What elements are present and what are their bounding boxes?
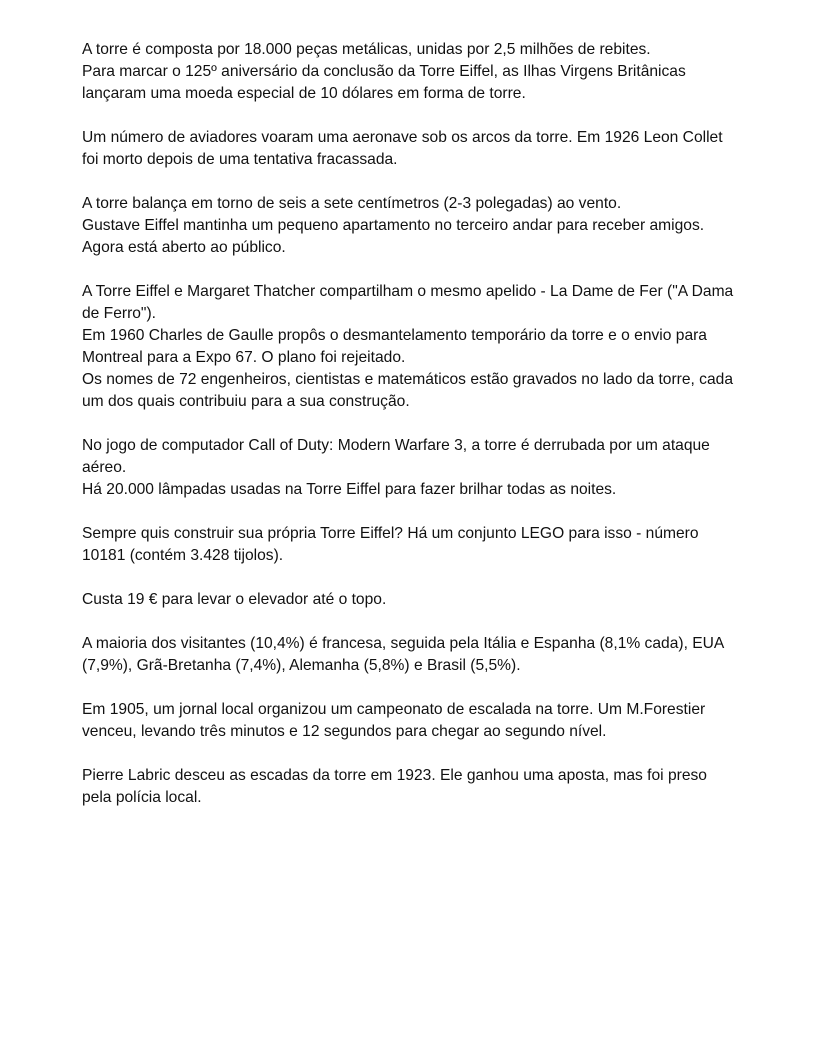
- text-line: Pierre Labric desceu as escadas da torre em 1923. Ele ganhou uma aposta, mas foi preso pela polícia local.: [82, 767, 707, 806]
- text-line: Gustave Eiffel mantinha um pequeno apartamento no terceiro andar para receber amigos. Agora está aberto ao público.: [82, 217, 705, 256]
- text-line: A Torre Eiffel e Margaret Thatcher compartilham o mesmo apelido - La Dame de Fer ("A Dama de Ferro").: [82, 283, 734, 322]
- text-line: Em 1960 Charles de Gaulle propôs o desmantelamento temporário da torre e o envio para Montreal para a Expo 67. O plano foi rejeitado.: [82, 327, 707, 366]
- text-line: A torre balança em torno de seis a sete centímetros (2-3 polegadas) ao vento.: [82, 195, 622, 212]
- text-line: Em 1905, um jornal local organizou um campeonato de escalada na torre. Um M.Forestier venceu, levando três minutos e 12 segundos para chegar ao segundo nível.: [82, 701, 706, 740]
- paragraph: [82, 633, 734, 677]
- text-line: Um número de aviadores voaram uma aeronave sob os arcos da torre. Em 1926 Leon Collet foi morto depois de uma tentativa fracassada.: [82, 129, 723, 168]
- paragraph: [82, 765, 734, 809]
- text-line: A maioria dos visitantes (10,4%) é francesa, seguida pela Itália e Espanha (8,1% cada), EUA (7,9%), Grã-Bretanha (7,4%), Alemanha (5,8%) e Brasil (5,5%).: [82, 635, 724, 674]
- text-line: A torre é composta por 18.000 peças metálicas, unidas por 2,5 milhões de rebites.: [82, 41, 651, 58]
- paragraph: [82, 193, 734, 259]
- paragraph: [82, 281, 734, 413]
- text-line: Custa 19 € para levar o elevador até o topo.: [82, 591, 387, 608]
- text-line: Sempre quis construir sua própria Torre Eiffel? Há um conjunto LEGO para isso - número 10181 (contém 3.428 tijolos).: [82, 525, 699, 564]
- text-line: Os nomes de 72 engenheiros, cientistas e matemáticos estão gravados no lado da torre, cada um dos quais contribuiu para a sua construção.: [82, 371, 733, 410]
- text-line: Para marcar o 125º aniversário da conclusão da Torre Eiffel, as Ilhas Virgens Britânicas lançaram uma moeda especial de 10 dólares em forma de torre.: [82, 63, 686, 102]
- paragraph: [82, 523, 734, 567]
- paragraph: [82, 39, 734, 105]
- document-page: [82, 39, 734, 831]
- text-line: Há 20.000 lâmpadas usadas na Torre Eiffel para fazer brilhar todas as noites.: [82, 481, 617, 498]
- paragraph: [82, 127, 734, 171]
- paragraph: [82, 699, 734, 743]
- paragraph: [82, 435, 734, 501]
- paragraph: [82, 589, 734, 611]
- text-line: No jogo de computador Call of Duty: Modern Warfare 3, a torre é derrubada por um ataque aéreo.: [82, 437, 710, 476]
